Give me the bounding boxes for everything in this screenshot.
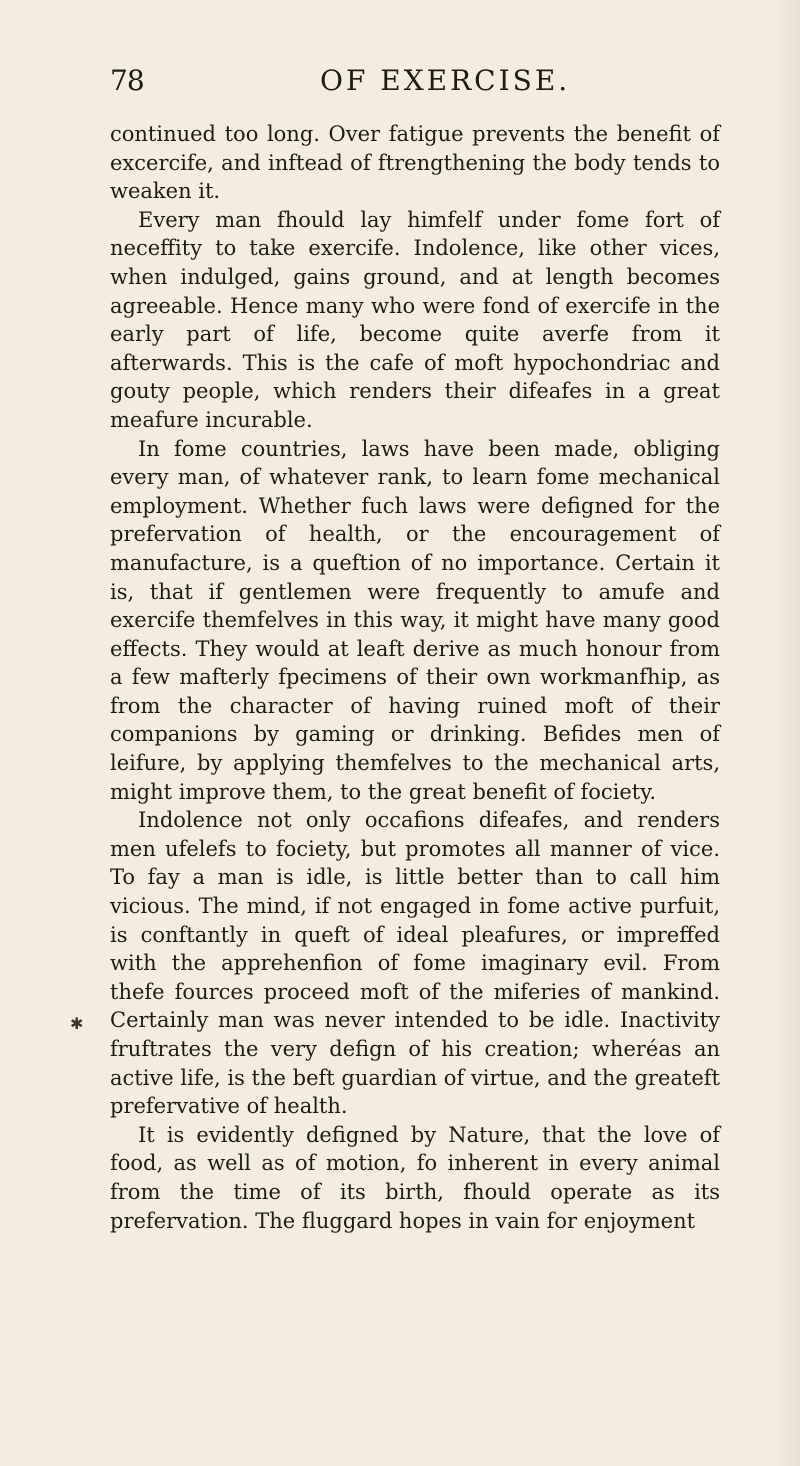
paragraph: Indolence not only occafions difeafes, and renders men ufelefs to fociety, but promotes all manner of vice. To fay a man is idle, is little better than to call him vicious. The mind, if not engaged in fome active purfuit, is conftantly in queft of ideal pleafures, or impreffed with the apprehenfion of fome imaginary evil. From thefe fources proceed moft of the miferies of mankind. Certainly man was never intended to be idle. Inactivity fruftrates the very defign of his creation; wheréas an active life, is the beft guardian of virtue, and the greateft prefervative of health.	[110, 808, 720, 1119]
paragraph: continued too long. Over fatigue prevents the benefit of excercife, and inftead of ftrengthening the body tends to weaken it.	[110, 122, 720, 204]
page-number: 78	[110, 64, 144, 97]
running-head: OF EXERCISE.	[320, 64, 571, 97]
page-header	[110, 64, 730, 104]
paragraph: Every man fhould lay himfelf under fome fort of neceffity to take exercife. Indolence, like other vices, when indulged, gains ground, and at length becomes agreeable. Hence many who were fond of exercife in the early part of life, become quite averfe from it afterwards. This is the cafe of moft hypochondriac and gouty people, which renders their difeafes in a great meafure incurable.	[110, 207, 720, 432]
paragraph: It is evidently defigned by Nature, that the love of food, as well as of motion, fo inherent in every animal from the time of its birth, fhould operate as its prefervation. The fluggard hopes in vain for enjoyment	[110, 1122, 720, 1233]
page-edge-shadow	[772, 0, 800, 1466]
body-text	[110, 120, 720, 1235]
paragraph: In fome countries, laws have been made, obliging every man, of whatever rank, to learn fome mechanical employment. Whether fuch laws were defigned for the prefervation of health, or the encouragement of manufacture, is a queftion of no importance. Certain it is, that if gentlemen were frequently to amufe and exercife themfelves in this way, it might have many good effects. They would at leaft derive as much honour from a few mafterly fpecimens of their own workmanfhip, as from the character of having ruined moft of their companions by gaming or drinking. Befides men of leifure, by applying themfelves to the mechanical arts, might improve them, to the great benefit of fociety.	[110, 436, 720, 804]
margin-mark: ✱	[70, 1014, 84, 1033]
